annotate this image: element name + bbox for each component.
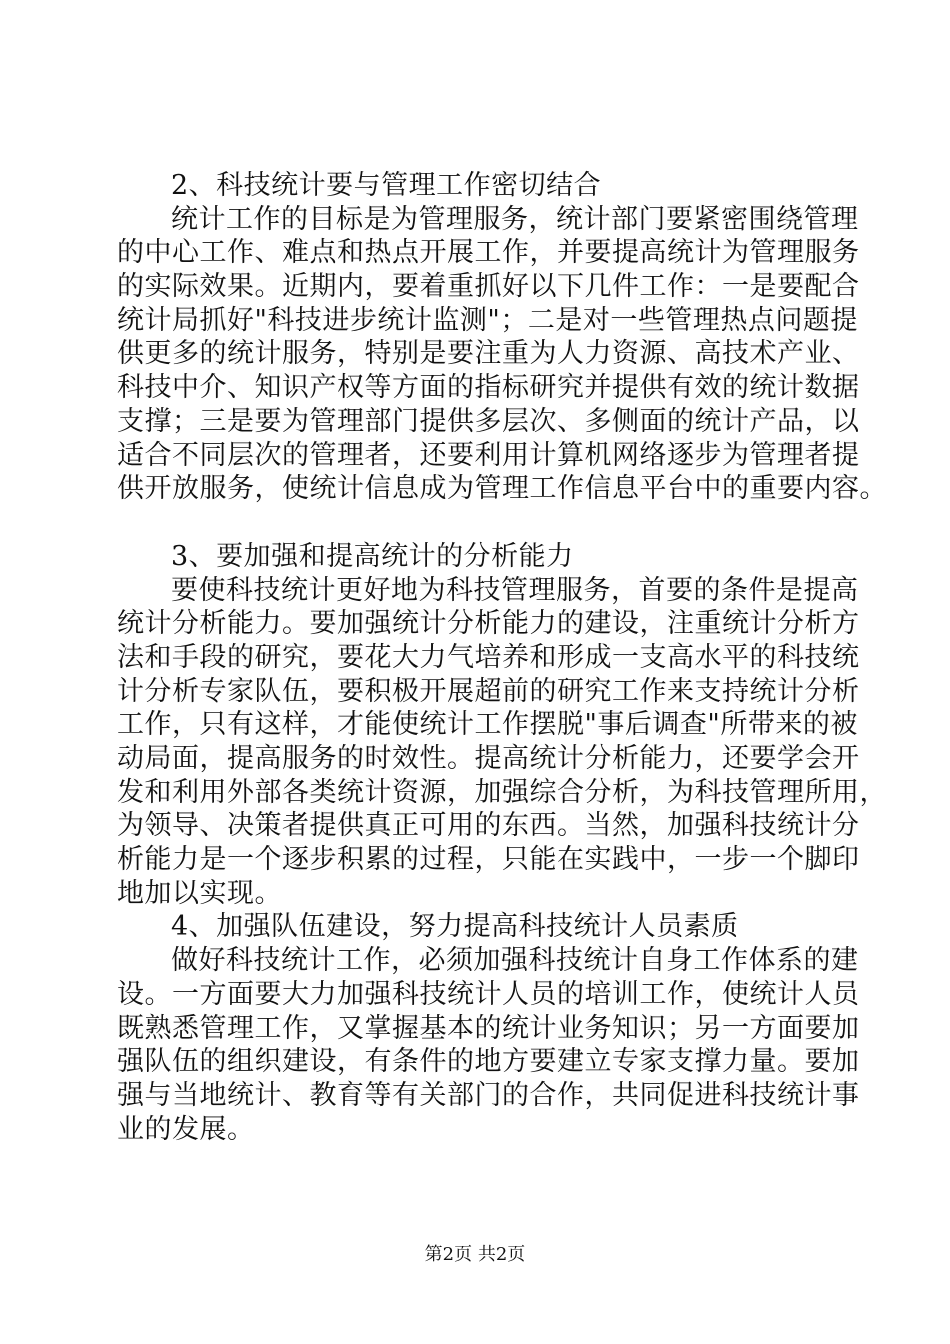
paragraph-line: 做好科技统计工作，必须加强科技统计自身工作体系的建: [171, 945, 859, 977]
paragraph-line: 科技中介、知识产权等方面的指标研究并提供有效的统计数据: [117, 372, 860, 404]
paragraph-line: 发和利用外部各类统计资源，加强综合分析，为科技管理所用，: [117, 776, 887, 808]
paragraph-line: 为领导、决策者提供真正可用的东西。当然，加强科技统计分: [117, 810, 860, 842]
paragraph-line: 动局面，提高服务的时效性。提高统计分析能力，还要学会开: [117, 743, 860, 774]
paragraph-line: 统计局抓好"科技进步统计监测"；二是对一些管理热点问题提: [117, 304, 858, 336]
paragraph-line: 地加以实现。: [117, 877, 282, 909]
paragraph-line: 的实际效果。近期内，要着重抓好以下几件工作：一是要配合: [117, 271, 860, 303]
section-heading: 3、要加强和提高统计的分析能力: [171, 540, 574, 572]
paragraph-line: 统计分析能力。要加强统计分析能力的建设，注重统计分析方: [117, 608, 860, 640]
paragraph-line: 强队伍的组织建设，有条件的地方要建立专家支撑力量。要加: [117, 1046, 860, 1078]
paragraph-line: 统计工作的目标是为管理服务，统计部门要紧密围绕管理: [171, 203, 859, 235]
paragraph-line: 既熟悉管理工作，又掌握基本的统计业务知识；另一方面要加: [117, 1012, 860, 1044]
paragraph-line: 工作，只有这样，才能使统计工作摆脱"事后调查"所带来的被: [117, 709, 858, 741]
page-number-footer: 第2页 共2页: [424, 1244, 526, 1265]
document-body: [117, 169, 887, 1146]
paragraph-line: 法和手段的研究，要花大力气培养和形成一支高水平的科技统: [117, 641, 860, 673]
paragraph-line: 供开放服务，使统计信息成为管理工作信息平台中的重要内容。: [117, 473, 887, 505]
section-spacer: [117, 506, 837, 540]
section-heading: 4、加强队伍建设，努力提高科技统计人员素质: [171, 911, 739, 943]
paragraph-line: 的中心工作、难点和热点开展工作，并要提高统计为管理服务: [117, 237, 860, 269]
paragraph-line: 供更多的统计服务，特别是要注重为人力资源、高技术产业、: [117, 338, 860, 370]
paragraph-line: 设。一方面要大力加强科技统计人员的培训工作，使统计人员: [117, 978, 860, 1010]
paragraph-line: 支撑；三是要为管理部门提供多层次、多侧面的统计产品，以: [117, 405, 860, 437]
paragraph-line: 业的发展。: [117, 1113, 255, 1145]
paragraph-line: 要使科技统计更好地为科技管理服务，首要的条件是提高: [171, 574, 859, 606]
section-heading: 2、科技统计要与管理工作密切结合: [171, 170, 602, 201]
paragraph-line: 计分析专家队伍，要积极开展超前的研究工作来支持统计分析: [117, 675, 860, 707]
paragraph-line: 析能力是一个逐步积累的过程，只能在实践中，一步一个脚印: [117, 844, 860, 876]
paragraph-line: 强与当地统计、教育等有关部门的合作，共同促进科技统计事: [117, 1079, 860, 1111]
paragraph-line: 适合不同层次的管理者，还要利用计算机网络逐步为管理者提: [117, 439, 860, 471]
